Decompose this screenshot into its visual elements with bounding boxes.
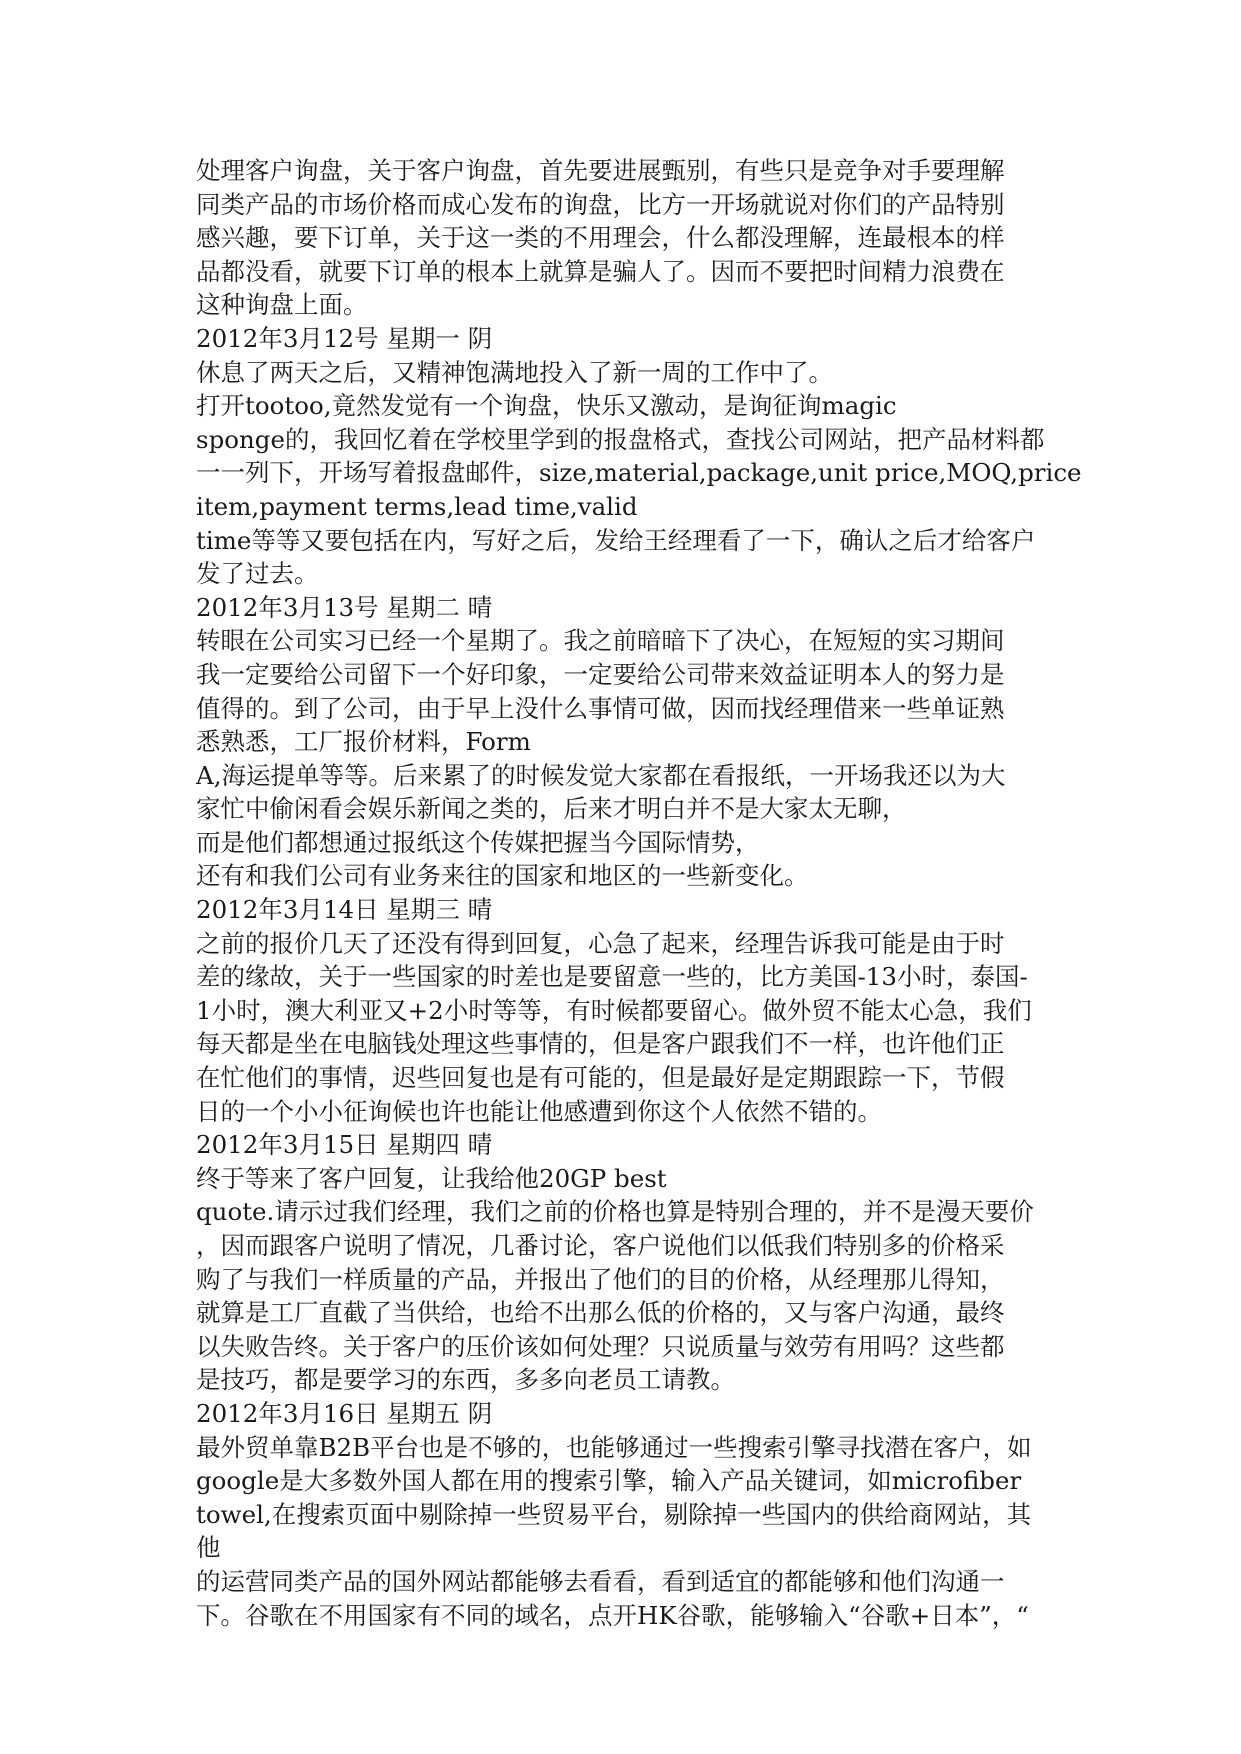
text-line: 我一定要给公司留下一个好印象，一定要给公司带来效益证明本人的努力是 xyxy=(196,659,1005,689)
text-line: 他 xyxy=(196,1533,221,1563)
text-line: towel,在搜索页面中剔除掉一些贸易平台，剔除掉一些国内的供给商网站，其 xyxy=(196,1499,1032,1529)
text-line: A,海运提单等等。后来累了的时候发觉大家都在看报纸，一开场我还以为大 xyxy=(196,760,1006,790)
text-line: 悉熟悉，工厂报价材料，Form xyxy=(196,727,531,757)
text-line: 处理客户询盘，关于客户询盘，首先要进展甄别，有些只是竞争对手要理解 xyxy=(196,156,1005,185)
text-line: 下。谷歌在不用国家有不同的域名，点开HK谷歌，能够输入“谷歌+日本”，“ xyxy=(196,1600,1029,1630)
text-line: 最外贸单靠B2B平台也是不够的，也能够通过一些搜索引擎寻找潜在客户，如 xyxy=(196,1432,1032,1462)
text-line: 在忙他们的事情，迟些回复也是有可能的，但是最好是定期跟踪一下，节假 xyxy=(196,1063,1005,1093)
date-heading: 2012年3月13号 星期二 晴 xyxy=(196,592,493,622)
text-line: 打开tootoo,竟然发觉有一个询盘，快乐又激动，是询征询magic xyxy=(196,391,897,421)
text-line: 家忙中偷闲看会娱乐新闻之类的，后来才明白并不是大家太无聊， xyxy=(196,794,907,824)
text-line: 休息了两天之后，又精神饱满地投入了新一周的工作中了。 xyxy=(196,357,833,387)
text-line: 转眼在公司实习已经一个星期了。我之前暗暗下了决心，在短短的实习期间 xyxy=(196,626,1005,656)
text-line: 之前的报价几天了还没有得到回复，心急了起来，经理告诉我可能是由于时 xyxy=(196,928,1005,958)
text-line: 发了过去。 xyxy=(196,559,319,589)
text-line: 同类产品的市场价格而成心发布的询盘，比方一开场就说对你们的产品特别 xyxy=(196,189,1005,219)
text-line: google是大多数外国人都在用的搜索引擎，输入产品关键词，如microfiber xyxy=(196,1466,1022,1496)
text-line: 而是他们都想通过报纸这个传媒把握当今国际情势， xyxy=(196,827,760,857)
text-line: 值得的。到了公司，由于早上没什么事情可做，因而找经理借来一些单证熟 xyxy=(196,693,1005,723)
text-line: 日的一个小小征询候也许也能让他感遭到你这个人依然不错的。 xyxy=(196,1096,882,1126)
text-line: 的运营同类产品的国外网站都能够去看看，看到适宜的都能够和他们沟通一 xyxy=(196,1566,1005,1596)
text-line: 品都没看，就要下订单的根本上就算是骗人了。因而不要把时间精力浪费在 xyxy=(196,256,1005,286)
text-line: 这种询盘上面。 xyxy=(196,290,368,320)
text-line: sponge的，我回忆着在学校里学到的报盘格式，查找公司网站，把产品材料都 xyxy=(196,424,1045,454)
text-line: time等等又要包括在内，写好之后，发给王经理看了一下，确认之后才给客户 xyxy=(196,525,1036,555)
text-line: 以失败告终。关于客户的压价该如何处理？只说质量与效劳有用吗？这些都 xyxy=(196,1331,1005,1361)
text-line: 购了与我们一样质量的产品，并报出了他们的目的价格，从经理那儿得知， xyxy=(196,1264,1005,1294)
text-line: item,payment terms,lead time,valid xyxy=(196,491,638,521)
text-line: 是技巧，都是要学习的东西，多多向老员工请教。 xyxy=(196,1365,735,1395)
date-heading: 2012年3月12号 星期一 阴 xyxy=(196,323,493,353)
text-line: 每天都是坐在电脑钱处理这些事情的，但是客户跟我们不一样，也许他们正 xyxy=(196,1029,1005,1059)
text-line: 一一列下，开场写着报盘邮件，size,material,package,unit price,MOQ,price xyxy=(196,458,1082,488)
date-heading: 2012年3月14日 星期三 晴 xyxy=(196,895,493,925)
text-line: 1小时，澳大利亚又+2小时等等，有时候都要留心。做外贸不能太心急，我们 xyxy=(196,995,1032,1025)
date-heading: 2012年3月15日 星期四 晴 xyxy=(196,1130,493,1160)
date-heading: 2012年3月16日 星期五 阴 xyxy=(196,1398,493,1428)
text-line: 还有和我们公司有业务来往的国家和地区的一些新变化。 xyxy=(196,861,809,891)
text-line: ，因而跟客户说明了情况，几番讨论，客户说他们以低我们特别多的价格采 xyxy=(196,1231,1005,1260)
text-line: 差的缘故，关于一些国家的时差也是要留意一些的，比方美国-13小时，泰国- xyxy=(196,962,1028,992)
text-line: 感兴趣，要下订单，关于这一类的不用理会，什么都没理解，连最根本的样 xyxy=(196,223,1005,253)
text-line: 终于等来了客户回复，让我给他20GP best xyxy=(196,1163,667,1193)
text-line: quote.请示过我们经理，我们之前的价格也算是特别合理的，并不是漫天要价 xyxy=(196,1197,1034,1227)
text-line: 就算是工厂直截了当供给，也给不出那么低的价格的，又与客户沟通，最终 xyxy=(196,1298,1005,1328)
document-body xyxy=(196,154,1082,1632)
